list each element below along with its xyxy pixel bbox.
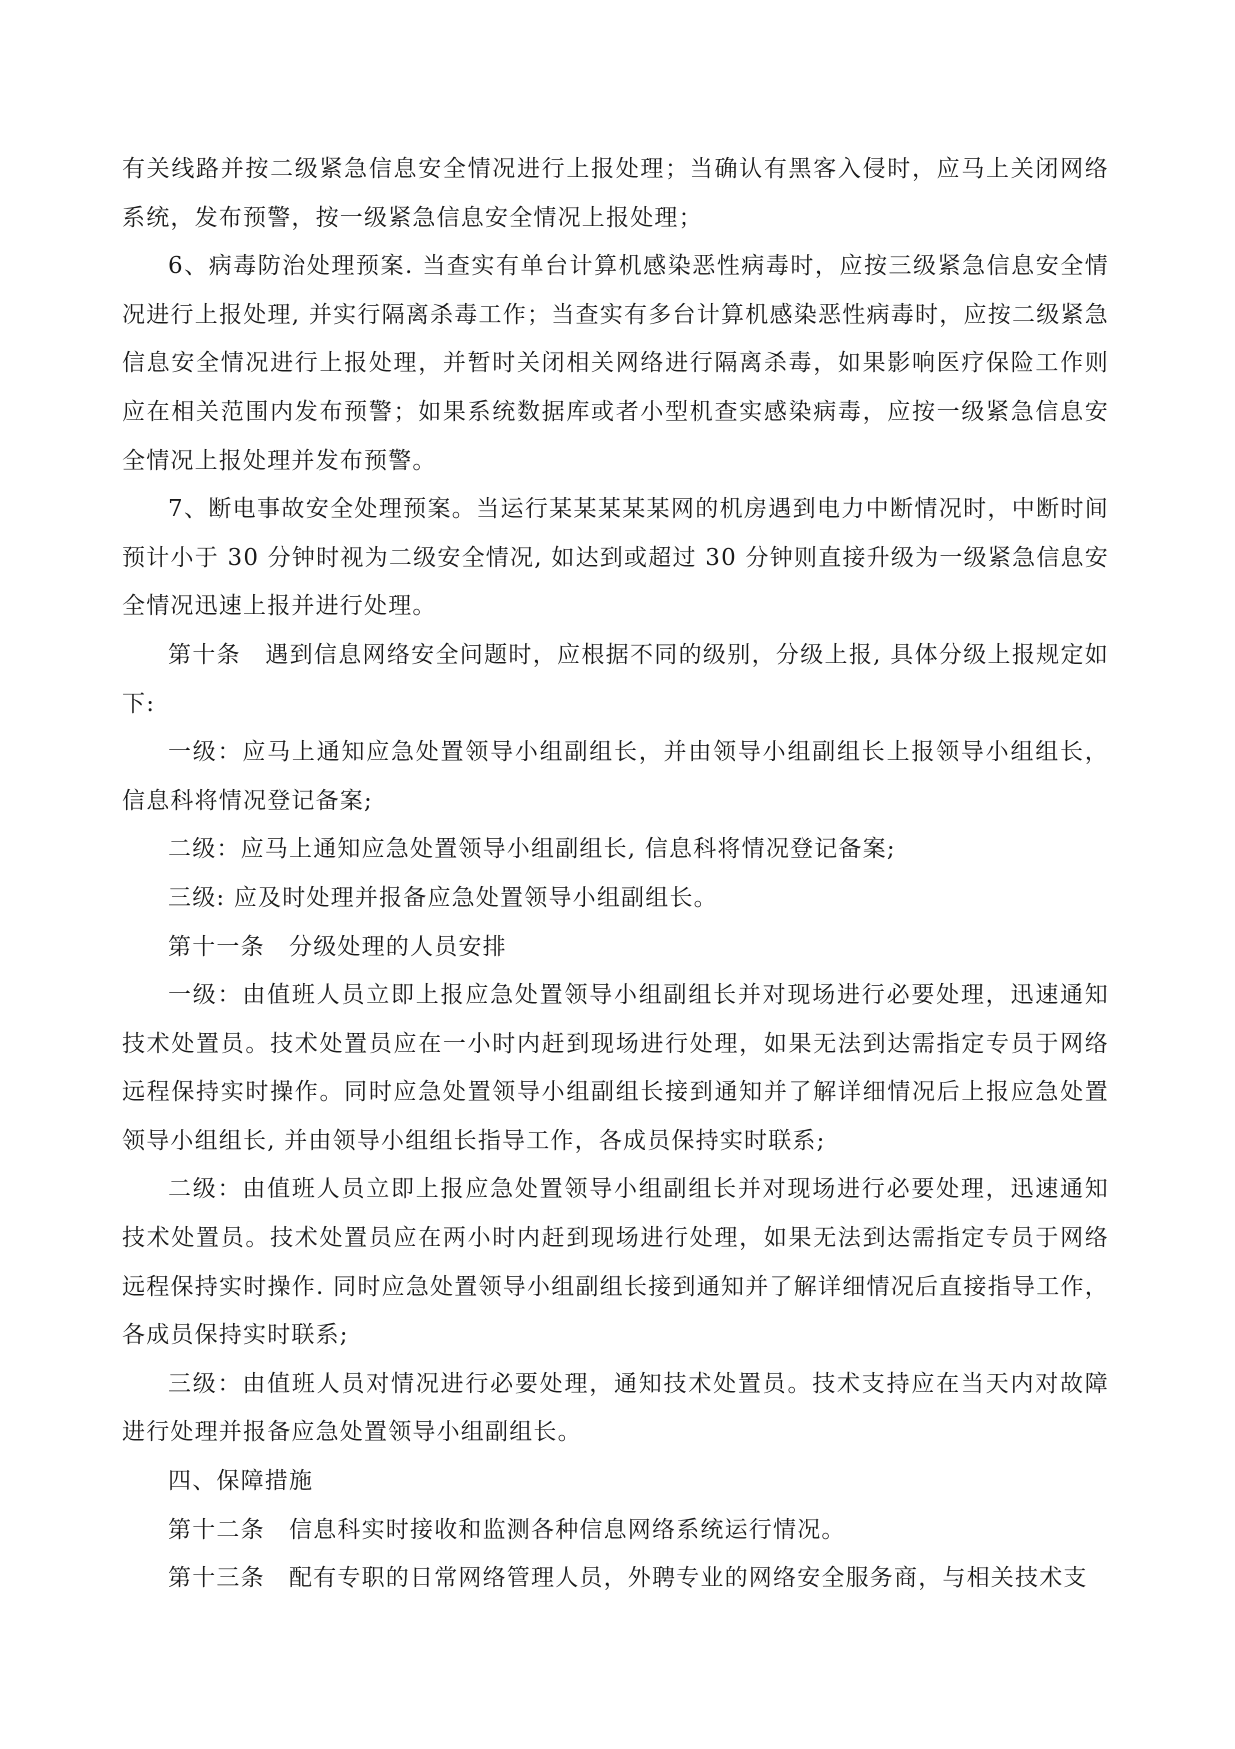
document-page: [122, 145, 1109, 1603]
paragraph-virus-prevention-plan: 6、病毒防治处理预案. 当查实有单台计算机感染恶性病毒时，应按三级紧急信息安全情况进行上报处理, 并实行隔离杀毒工作；当查实有多台计算机感染恶性病毒时，应按二级紧急信息安全情况进行上报处理，并暂时关闭相关网络进行隔离杀毒，如果影响医疗保险工作则应在相关范围内发布预警；如果系统数据库或者小型机查实感染病毒，应按一级紧急信息安全情况上报处理并发布预警。: [122, 253, 1109, 474]
paragraph-article-12: 第十二条 信息科实时接收和监测各种信息网络系统运行情况。: [168, 1516, 846, 1543]
paragraph-network-intrusion-continued: 有关线路并按二级紧急信息安全情况进行上报处理；当确认有黑客入侵时，应马上关闭网络系统，发布预警，按一级紧急信息安全情况上报处理；: [122, 156, 1109, 231]
paragraph-report-level-3: 三级: 应及时处理并报备应急处置领导小组副组长。: [168, 884, 718, 911]
paragraph-handling-level-3: 三级：由值班人员对情况进行必要处理，通知技术处置员。技术支持应在当天内对故障进行处理并报备应急处置领导小组副组长。: [122, 1370, 1109, 1446]
paragraph-handling-level-1: 一级：由值班人员立即上报应急处置领导小组副组长并对现场进行必要处理，迅速通知技术处置员。技术处置员应在一小时内赶到现场进行处理，如果无法到达需指定专员于网络远程保持实时操作。同时应急处置领导小组副组长接到通知并了解详细情况后上报应急处置领导小组组长, 并由领导小组组长指导工作，各成员保持实时联系;: [122, 982, 1109, 1154]
paragraph-report-level-1: 一级：应马上通知应急处置领导小组副组长，并由领导小组副组长上报领导小组组长，信息科将情况登记备案;: [122, 739, 1109, 814]
paragraph-power-outage-plan: 7、断电事故安全处理预案。当运行某某某某某网的机房遇到电力中断情况时，中断时间预计小于 30 分钟时视为二级安全情况, 如达到或超过 30 分钟则直接升级为一级紧急信息安全情况迅速上报并进行处理。: [122, 496, 1109, 620]
paragraph-report-level-2: 二级：应马上通知应急处置领导小组副组长, 信息科将情况登记备案;: [168, 836, 896, 863]
paragraph-article-10: 第十条 遇到信息网络安全问题时，应根据不同的级别，分级上报, 具体分级上报规定如下:: [122, 641, 1109, 717]
section-heading-safeguards: 四、保障措施: [168, 1468, 314, 1495]
paragraph-handling-level-2: 二级：由值班人员立即上报应急处置领导小组副组长并对现场进行必要处理，迅速通知技术处置员。技术处置员应在两小时内赶到现场进行处理，如果无法到达需指定专员于网络远程保持实时操作. 同时应急处置领导小组副组长接到通知并了解详细情况后直接指导工作，各成员保持实时联系;: [122, 1176, 1109, 1349]
paragraph-article-11: 第十一条 分级处理的人员安排: [168, 933, 507, 960]
paragraph-article-13: 第十三条 配有专职的日常网络管理人员，外聘专业的网络安全服务商，与相关技术支: [168, 1565, 1088, 1592]
